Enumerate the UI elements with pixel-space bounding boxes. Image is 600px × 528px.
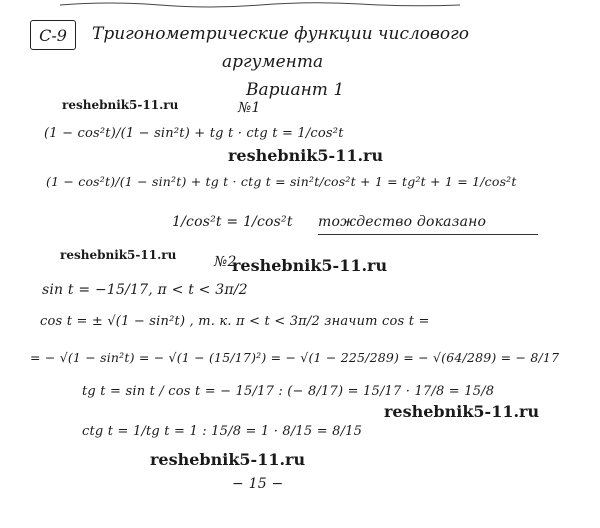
- watermark: reshebnik5-11.ru: [228, 146, 384, 165]
- watermark: reshebnik5-11.ru: [60, 248, 177, 262]
- problem2-given: sin t = −15/17, π < t < 3π/2: [42, 282, 248, 298]
- problem1-step1: (1 − cos²t)/(1 − sin²t) + tg t · ctg t = sin²t/cos²t + 1 = tg²t + 1 = 1/cos²t: [46, 174, 517, 189]
- header-title-line1: Тригонометрические функции числового: [92, 24, 469, 44]
- problem2-cos-calc: = − √(1 − sin²t) = − √(1 − (15/17)²) = − √(1 − 225/289) = − √(64/289) = − 8/17: [30, 350, 560, 365]
- section-box-label: С-9: [39, 25, 67, 45]
- problem1-number: №1: [238, 100, 261, 116]
- top-edge-scribble: [60, 0, 460, 8]
- problem2-tg-calc: tg t = sin t / cos t = − 15/17 : (− 8/17) = 15/17 · 17/8 = 15/8: [82, 384, 495, 399]
- footer-page-number: − 15 −: [232, 476, 284, 492]
- problem1-result: 1/cos²t = 1/cos²t: [172, 214, 293, 230]
- header-variant: Вариант 1: [246, 80, 345, 100]
- watermark: reshebnik5-11.ru: [62, 98, 179, 112]
- watermark: reshebnik5-11.ru: [384, 402, 540, 421]
- watermark: reshebnik5-11.ru: [232, 256, 388, 275]
- section-box: [30, 20, 76, 50]
- problem2-ctg-calc: ctg t = 1/tg t = 1 : 15/8 = 1 · 8/15 = 8/15: [82, 424, 363, 439]
- watermark: reshebnik5-11.ru: [150, 450, 306, 469]
- conclusion-underline: [318, 234, 538, 235]
- problem2-number: №2: [214, 254, 237, 270]
- problem1-task: (1 − cos²t)/(1 − sin²t) + tg t · ctg t = 1/cos²t: [44, 126, 344, 141]
- problem2-cos-line: cos t = ± √(1 − sin²t) , т. к. π < t < 3π/2 значит cos t =: [40, 314, 430, 329]
- header-title-line2: аргумента: [222, 52, 324, 72]
- problem1-conclusion: тождество доказано: [318, 214, 487, 230]
